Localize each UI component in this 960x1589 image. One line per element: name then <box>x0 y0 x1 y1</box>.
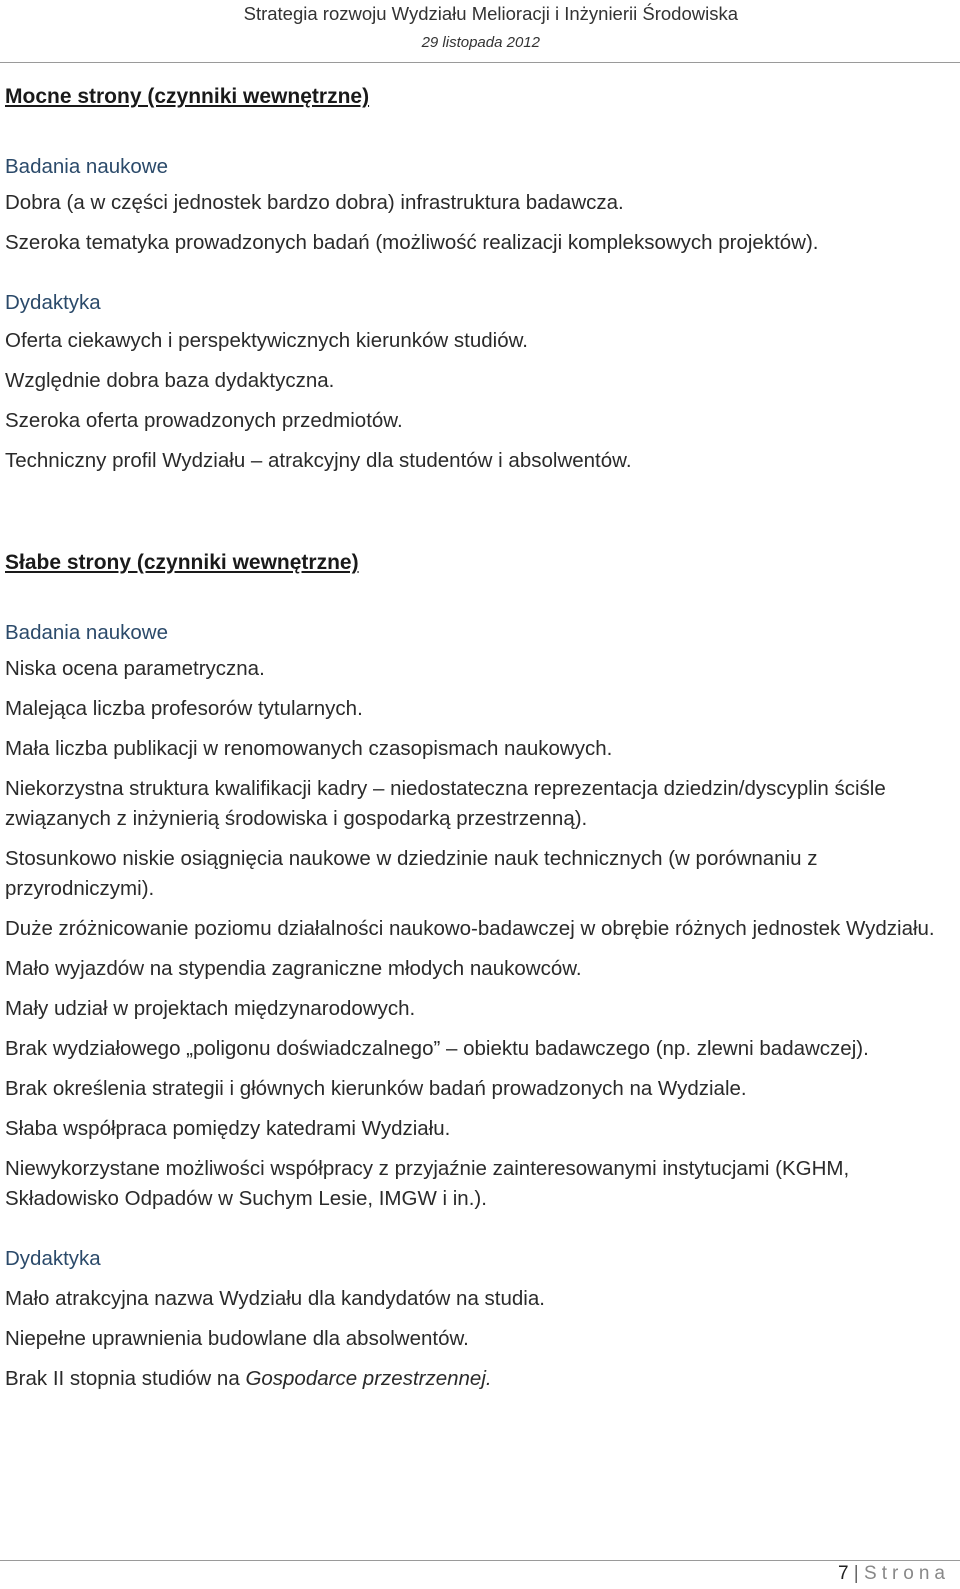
paragraph: Mało atrakcyjna nazwa Wydziału dla kandydatów na studia. <box>5 1287 545 1310</box>
paragraph: Mały udział w projektach międzynarodowych. <box>5 997 416 1020</box>
strengths-research-title: Badania naukowe <box>5 155 168 178</box>
weaknesses-teaching-title: Dydaktyka <box>5 1247 101 1270</box>
document-title: Strategia rozwoju Wydziału Melioracji i Inżynierii Środowiska <box>243 3 738 24</box>
paragraph <box>5 1364 950 1394</box>
paragraph: Techniczny profil Wydziału – atrakcyjny dla studentów i absolwentów. <box>5 449 632 472</box>
weaknesses-heading: Słabe strony (czynniki wewnętrzne) <box>5 551 359 574</box>
paragraph: Niska ocena parametryczna. <box>5 657 265 680</box>
page-number-value: 7 <box>837 1563 849 1584</box>
paragraph: Niepełne uprawnienia budowlane dla absolwentów. <box>5 1327 469 1350</box>
paragraph: Szeroka tematyka prowadzonych badań (możliwość realizacji kompleksowych projektów). <box>5 231 819 254</box>
page-word: Strona <box>864 1563 950 1584</box>
paragraph-italic-text: Gospodarce przestrzennej. <box>245 1367 492 1390</box>
paragraph: Brak wydziałowego „poligonu doświadczalnego” – obiektu badawczego (np. zlewni badawczej). <box>5 1037 869 1060</box>
paragraph-text: Brak II stopnia studiów na <box>5 1367 246 1390</box>
page-number <box>838 1563 950 1585</box>
weaknesses-research-title: Badania naukowe <box>5 621 168 644</box>
strengths-heading: Mocne strony (czynniki wewnętrzne) <box>5 85 370 108</box>
page-footer <box>0 1560 960 1589</box>
paragraph: Dobra (a w części jednostek bardzo dobra) infrastruktura badawcza. <box>5 191 624 214</box>
paragraph: Szeroka oferta prowadzonych przedmiotów. <box>5 409 403 432</box>
page-content <box>5 78 950 1404</box>
paragraph: Duże zróżnicowanie poziomu działalności naukowo-badawczej w obrębie różnych jednostek Wydziału. <box>5 917 935 940</box>
paragraph: Niekorzystna struktura kwalifikacji kadry – niedostateczna reprezentacja dziedzin/dyscyplin ściśle związanych z inżynierią środowiska i gospodarką przestrzenną). <box>5 777 886 830</box>
document-date: 29 listopada 2012 <box>421 34 540 51</box>
paragraph: Mała liczba publikacji w renomowanych czasopismach naukowych. <box>5 737 613 760</box>
paragraph: Stosunkowo niskie osiągnięcia naukowe w dziedzinie nauk technicznych (w porównaniu z przyrodniczymi). <box>5 847 818 900</box>
page-header <box>0 0 960 63</box>
paragraph: Malejąca liczba profesorów tytularnych. <box>5 697 363 720</box>
paragraph: Brak określenia strategii i głównych kierunków badań prowadzonych na Wydziale. <box>5 1077 747 1100</box>
strengths-teaching-title: Dydaktyka <box>5 291 101 314</box>
paragraph: Słaba współpraca pomiędzy katedrami Wydziału. <box>5 1117 451 1140</box>
page-number-separator: | <box>853 1563 859 1584</box>
paragraph: Mało wyjazdów na stypendia zagraniczne młodych naukowców. <box>5 957 582 980</box>
paragraph: Oferta ciekawych i perspektywicznych kierunków studiów. <box>5 329 528 352</box>
paragraph: Względnie dobra baza dydaktyczna. <box>5 369 335 392</box>
paragraph: Niewykorzystane możliwości współpracy z przyjaźnie zainteresowanymi instytucjami (KGHM, Składowisko Odpadów w Suchym Lesie, IMGW i in.). <box>5 1157 850 1210</box>
